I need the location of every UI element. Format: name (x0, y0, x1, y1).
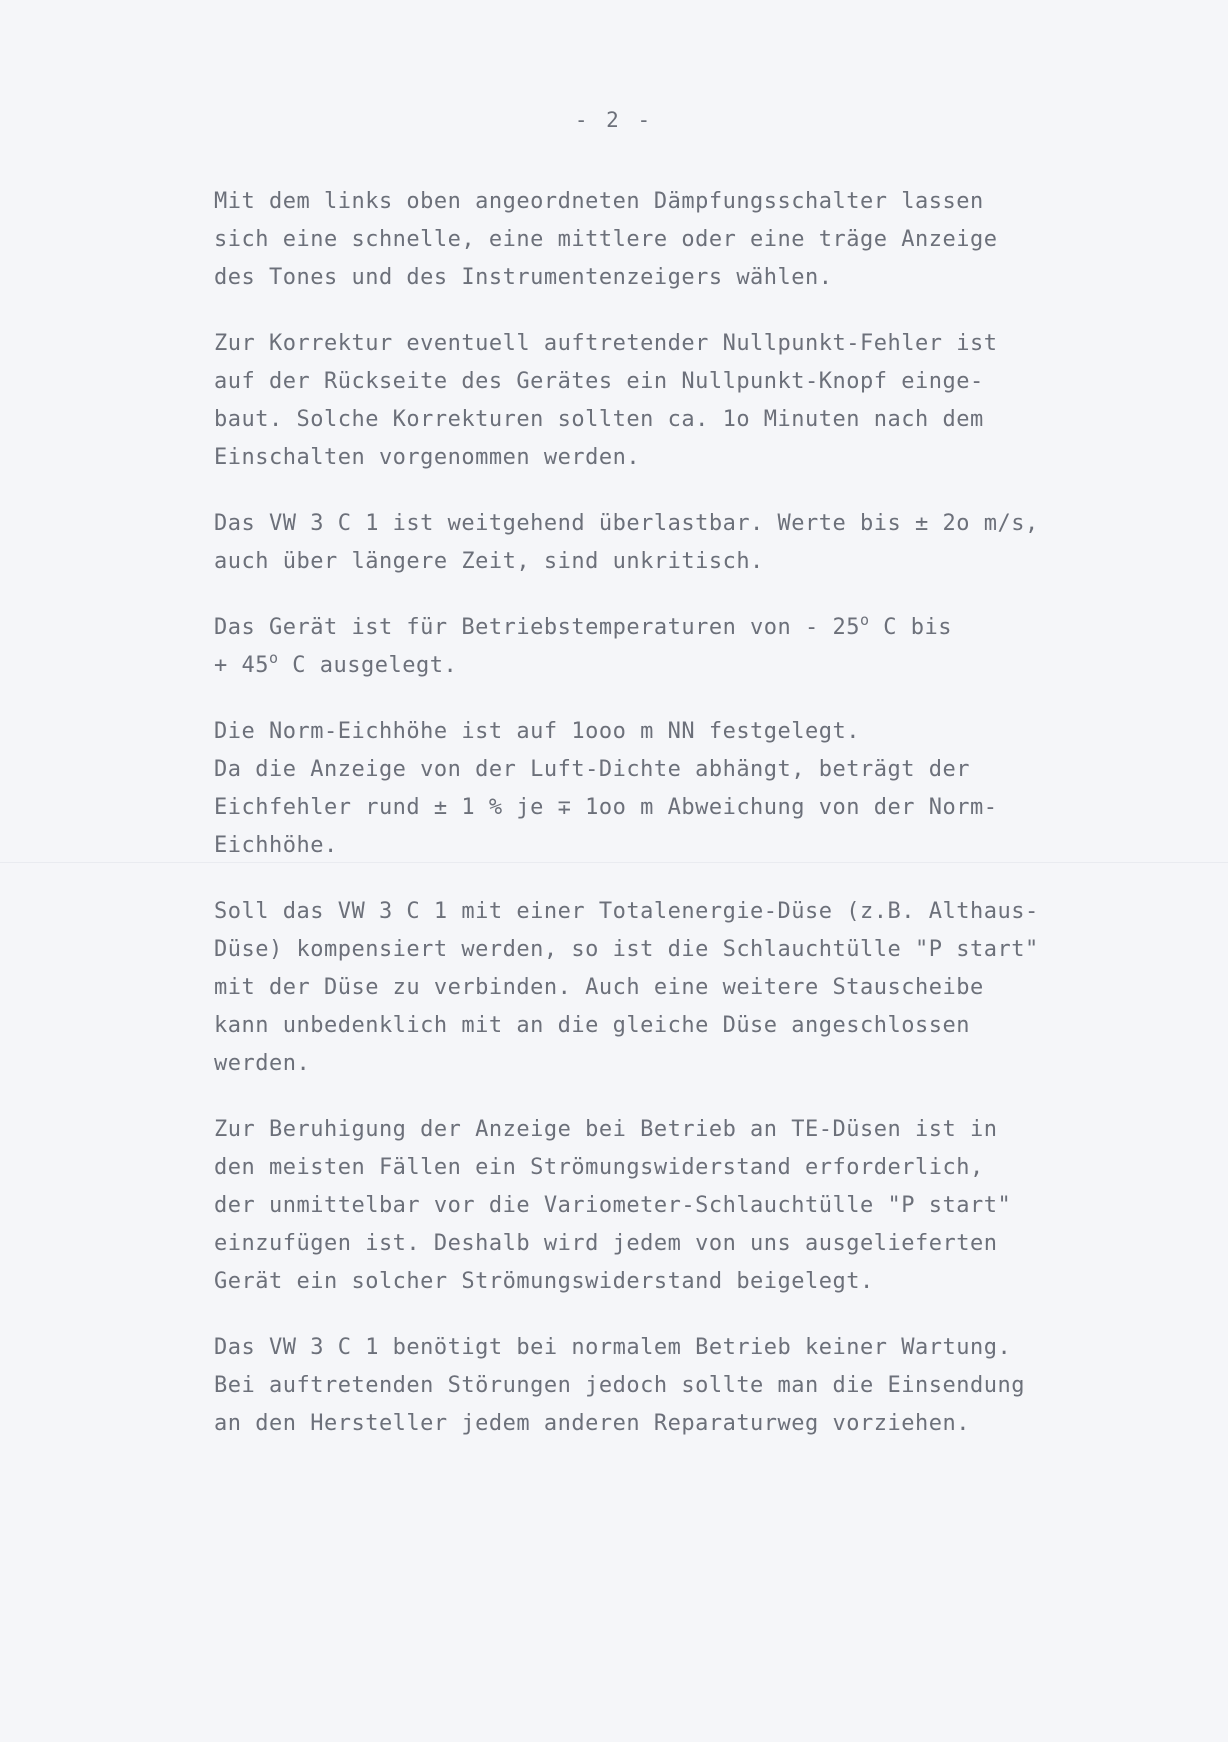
text-line: baut. Solche Korrekturen sollten ca. 1o Minuten nach dem (214, 407, 984, 432)
text-line: kann unbedenklich mit an die gleiche Düse angeschlossen (214, 1013, 970, 1038)
text-line: einzufügen ist. Deshalb wird jedem von uns ausgelieferten (214, 1231, 998, 1256)
text-line: Zur Korrektur eventuell auftretender Nullpunkt-Fehler ist (214, 331, 998, 356)
paragraph (214, 893, 1154, 1083)
paragraph (214, 713, 1154, 865)
text-line: Die Norm-Eichhöhe ist auf 1ooo m NN festgelegt. (214, 719, 861, 744)
document-body (214, 183, 1154, 1471)
paragraph (214, 505, 1154, 581)
paragraph (214, 1111, 1154, 1301)
degree-mark: o (860, 611, 870, 629)
text-line: auf der Rückseite des Gerätes ein Nullpunkt-Knopf einge- (214, 369, 984, 394)
text-line: Bei auftretenden Störungen jedoch sollte man die Einsendung (214, 1373, 1025, 1398)
text-segment: C ausgelegt. (278, 653, 458, 678)
text-line (214, 609, 1154, 647)
text-line: Eichfehler rund ± 1 % je ∓ 1oo m Abweichung von der Norm- (214, 795, 998, 820)
text-line: sich eine schnelle, eine mittlere oder eine träge Anzeige (214, 227, 998, 252)
text-line: Mit dem links oben angeordneten Dämpfungsschalter lassen (214, 189, 984, 214)
page-number: - 2 - (574, 108, 654, 132)
degree-mark: o (268, 649, 279, 667)
text-segment: Das Gerät ist für Betriebstemperaturen von - 25 (214, 615, 861, 640)
text-line: der unmittelbar vor die Variometer-Schlauchtülle "P start" (214, 1193, 1012, 1218)
text-line: Düse) kompensiert werden, so ist die Schlauchtülle "P start" (214, 937, 1039, 962)
text-line: Zur Beruhigung der Anzeige bei Betrieb an TE-Düsen ist in (214, 1117, 998, 1142)
text-line: Einschalten vorgenommen werden. (214, 445, 641, 470)
text-line: mit der Düse zu verbinden. Auch eine weitere Stauscheibe (214, 975, 984, 1000)
text-line (214, 647, 1154, 685)
text-line: Gerät ein solcher Strömungswiderstand beigelegt. (214, 1269, 874, 1294)
text-line: an den Hersteller jedem anderen Reparaturweg vorziehen. (214, 1411, 970, 1436)
paragraph (214, 1329, 1154, 1443)
text-line: Eichhöhe. (214, 833, 338, 858)
paragraph (214, 609, 1154, 685)
paragraph (214, 325, 1154, 477)
text-line: werden. (214, 1051, 311, 1076)
text-line: Das VW 3 C 1 benötigt bei normalem Betrieb keiner Wartung. (214, 1335, 1012, 1360)
paragraph (214, 183, 1154, 297)
text-line: Das VW 3 C 1 ist weitgehend überlastbar. Werte bis ± 2o m/s, (214, 511, 1039, 536)
text-line: auch über längere Zeit, sind unkritisch. (214, 549, 764, 574)
text-line: den meisten Fällen ein Strömungswiderstand erforderlich, (214, 1155, 984, 1180)
text-segment: C bis (869, 615, 953, 640)
text-line: des Tones und des Instrumentenzeigers wählen. (214, 265, 833, 290)
text-segment: + 45 (214, 653, 269, 678)
text-line: Soll das VW 3 C 1 mit einer Totalenergie-Düse (z.B. Althaus- (214, 899, 1039, 924)
text-line: Da die Anzeige von der Luft-Dichte abhängt, beträgt der (214, 757, 970, 782)
